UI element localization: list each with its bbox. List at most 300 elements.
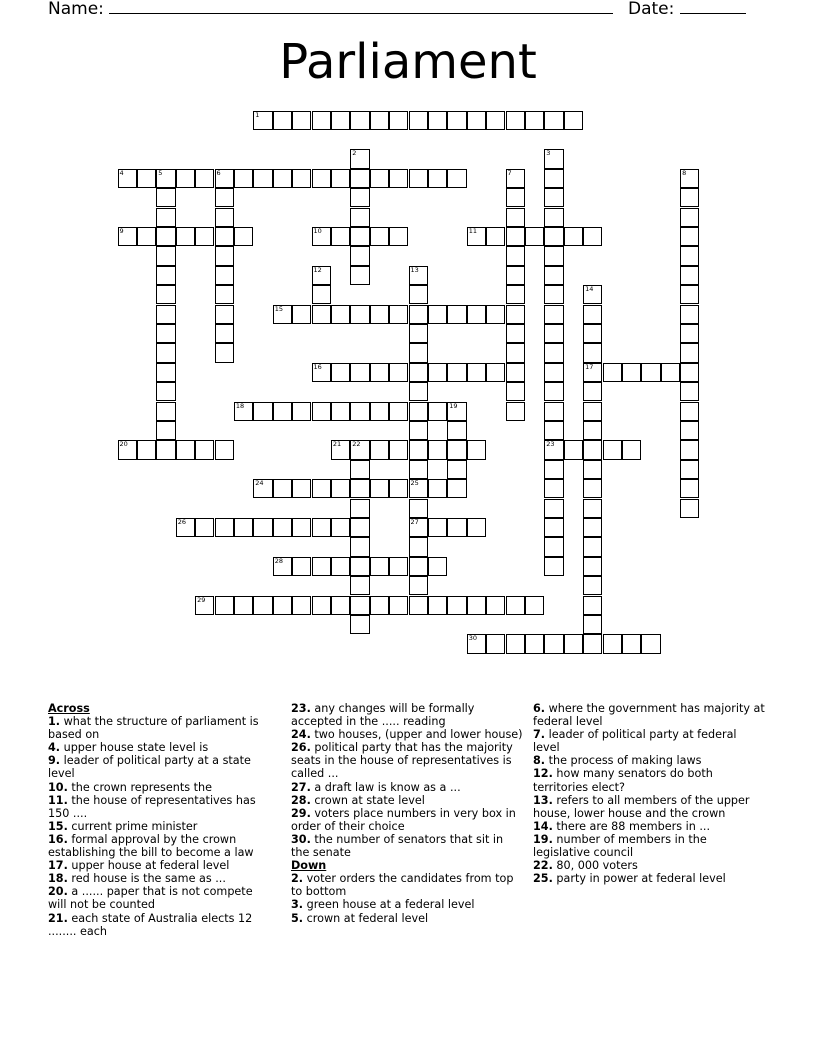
grid-cell[interactable] — [273, 305, 292, 324]
grid-cell[interactable] — [215, 285, 234, 304]
clue-text: voter orders the candidates from top to bottom — [291, 872, 514, 899]
grid-cell[interactable] — [680, 188, 699, 207]
grid-cell[interactable] — [583, 634, 602, 653]
grid-cell[interactable] — [273, 596, 292, 615]
grid-cell[interactable] — [389, 596, 408, 615]
grid-cell[interactable] — [564, 111, 583, 130]
grid-cell[interactable] — [253, 596, 272, 615]
grid-cell[interactable] — [506, 188, 525, 207]
grid-cell[interactable] — [544, 266, 563, 285]
grid-cell[interactable] — [253, 169, 272, 188]
grid-cell[interactable] — [331, 227, 350, 246]
grid-cell[interactable] — [273, 402, 292, 421]
clue-number: 29 — [197, 595, 206, 604]
grid-cell[interactable] — [544, 305, 563, 324]
grid-cell[interactable] — [544, 246, 563, 265]
clue-text: a ...... paper that is not compete will not be counted — [48, 885, 253, 912]
grid-cell[interactable] — [195, 518, 214, 537]
grid-cell[interactable] — [215, 440, 234, 459]
grid-cell[interactable] — [312, 227, 331, 246]
grid-cell[interactable] — [156, 227, 175, 246]
grid-cell[interactable] — [467, 634, 486, 653]
grid-cell[interactable] — [583, 324, 602, 343]
grid-cell[interactable] — [195, 169, 214, 188]
grid-cell[interactable] — [467, 111, 486, 130]
grid-cell[interactable] — [137, 227, 156, 246]
grid-cell[interactable] — [603, 634, 622, 653]
grid-cell[interactable] — [156, 402, 175, 421]
grid-cell[interactable] — [176, 227, 195, 246]
grid-cell[interactable] — [428, 518, 447, 537]
grid-cell[interactable] — [622, 634, 641, 653]
grid-cell[interactable] — [544, 402, 563, 421]
grid-cell[interactable] — [680, 169, 699, 188]
grid-cell[interactable] — [447, 518, 466, 537]
grid-cell[interactable] — [428, 305, 447, 324]
grid-cell[interactable] — [467, 596, 486, 615]
clue-number: 8 — [682, 168, 687, 177]
grid-cell[interactable] — [447, 421, 466, 440]
grid-cell[interactable] — [292, 479, 311, 498]
grid-cell[interactable] — [544, 634, 563, 653]
grid-cell[interactable] — [350, 266, 369, 285]
grid-cell[interactable] — [544, 421, 563, 440]
grid-cell[interactable] — [370, 111, 389, 130]
grid-cell[interactable] — [350, 537, 369, 556]
grid-cell[interactable] — [544, 343, 563, 362]
grid-cell[interactable] — [156, 382, 175, 401]
grid-cell[interactable] — [680, 460, 699, 479]
grid-cell[interactable] — [447, 479, 466, 498]
grid-cell[interactable] — [350, 615, 369, 634]
grid-cell[interactable] — [583, 305, 602, 324]
grid-cell[interactable] — [409, 285, 428, 304]
grid-cell[interactable] — [137, 169, 156, 188]
grid-cell[interactable] — [506, 266, 525, 285]
grid-cell[interactable] — [292, 596, 311, 615]
grid-cell[interactable] — [661, 363, 680, 382]
grid-cell[interactable] — [409, 557, 428, 576]
grid-cell[interactable] — [331, 111, 350, 130]
grid-cell[interactable] — [467, 305, 486, 324]
grid-cell[interactable] — [428, 402, 447, 421]
grid-cell[interactable] — [409, 305, 428, 324]
grid-cell[interactable] — [292, 169, 311, 188]
grid-cell[interactable] — [350, 246, 369, 265]
grid-cell[interactable] — [680, 402, 699, 421]
grid-cell[interactable] — [428, 363, 447, 382]
clue-number-label: 11. — [48, 793, 68, 807]
grid-cell[interactable] — [506, 324, 525, 343]
grid-cell[interactable] — [253, 402, 272, 421]
grid-cell[interactable] — [544, 440, 563, 459]
grid-cell[interactable] — [331, 305, 350, 324]
grid-cell[interactable] — [583, 499, 602, 518]
grid-cell[interactable] — [583, 615, 602, 634]
grid-cell[interactable] — [350, 402, 369, 421]
grid-cell[interactable] — [409, 596, 428, 615]
grid-cell[interactable] — [118, 227, 137, 246]
grid-cell[interactable] — [506, 208, 525, 227]
grid-cell[interactable] — [350, 479, 369, 498]
grid-cell[interactable] — [195, 596, 214, 615]
grid-cell[interactable] — [447, 169, 466, 188]
grid-cell[interactable] — [486, 596, 505, 615]
grid-cell[interactable] — [467, 440, 486, 459]
grid-cell[interactable] — [215, 169, 234, 188]
grid-cell[interactable] — [544, 363, 563, 382]
grid-cell[interactable] — [312, 363, 331, 382]
grid-cell[interactable] — [506, 363, 525, 382]
grid-cell[interactable] — [292, 557, 311, 576]
grid-cell[interactable] — [486, 363, 505, 382]
grid-cell[interactable] — [680, 305, 699, 324]
clue-text: formal approval by the crown establishing the bill to become a law — [48, 832, 254, 860]
grid-cell[interactable] — [350, 576, 369, 595]
grid-cell[interactable] — [350, 460, 369, 479]
grid-cell[interactable] — [583, 557, 602, 576]
grid-cell[interactable] — [312, 111, 331, 130]
grid-cell[interactable] — [350, 149, 369, 168]
grid-cell[interactable] — [389, 479, 408, 498]
grid-cell[interactable] — [215, 596, 234, 615]
grid-cell[interactable] — [680, 440, 699, 459]
grid-cell[interactable] — [486, 634, 505, 653]
grid-cell[interactable] — [544, 169, 563, 188]
grid-cell[interactable] — [583, 343, 602, 362]
grid-cell[interactable] — [215, 188, 234, 207]
grid-cell[interactable] — [409, 499, 428, 518]
grid-cell[interactable] — [428, 111, 447, 130]
grid-cell[interactable] — [370, 596, 389, 615]
grid-cell[interactable] — [273, 557, 292, 576]
grid-cell[interactable] — [603, 440, 622, 459]
grid-cell[interactable] — [680, 499, 699, 518]
grid-cell[interactable] — [583, 285, 602, 304]
grid-cell[interactable] — [525, 596, 544, 615]
grid-cell[interactable] — [680, 266, 699, 285]
clue-number-label: 14. — [533, 819, 553, 833]
grid-cell[interactable] — [312, 596, 331, 615]
grid-cell[interactable] — [331, 479, 350, 498]
grid-cell[interactable] — [234, 227, 253, 246]
grid-cell[interactable] — [506, 246, 525, 265]
grid-cell[interactable] — [544, 518, 563, 537]
grid-cell[interactable] — [447, 440, 466, 459]
grid-cell[interactable] — [583, 460, 602, 479]
grid-cell[interactable] — [467, 227, 486, 246]
grid-cell[interactable] — [215, 227, 234, 246]
grid-cell[interactable] — [428, 557, 447, 576]
grid-cell[interactable] — [622, 363, 641, 382]
grid-cell[interactable] — [312, 518, 331, 537]
grid-cell[interactable] — [544, 537, 563, 556]
grid-cell[interactable] — [680, 227, 699, 246]
grid-cell[interactable] — [680, 363, 699, 382]
grid-cell[interactable] — [331, 596, 350, 615]
grid-cell[interactable] — [234, 518, 253, 537]
grid-cell[interactable] — [215, 324, 234, 343]
grid-cell[interactable] — [350, 499, 369, 518]
grid-cell[interactable] — [564, 227, 583, 246]
grid-cell[interactable] — [370, 169, 389, 188]
grid-cell[interactable] — [389, 557, 408, 576]
grid-cell[interactable] — [350, 363, 369, 382]
grid-cell[interactable] — [583, 363, 602, 382]
grid-cell[interactable] — [506, 169, 525, 188]
grid-cell[interactable] — [409, 324, 428, 343]
grid-cell[interactable] — [506, 285, 525, 304]
grid-cell[interactable] — [350, 440, 369, 459]
grid-cell[interactable] — [350, 111, 369, 130]
grid-cell[interactable] — [544, 324, 563, 343]
grid-cell[interactable] — [234, 169, 253, 188]
grid-cell[interactable] — [331, 518, 350, 537]
grid-cell[interactable] — [409, 460, 428, 479]
grid-cell[interactable] — [350, 518, 369, 537]
grid-cell[interactable] — [467, 518, 486, 537]
grid-cell[interactable] — [292, 518, 311, 537]
grid-cell[interactable] — [680, 285, 699, 304]
grid-cell[interactable] — [583, 518, 602, 537]
grid-cell[interactable] — [156, 266, 175, 285]
grid-cell[interactable] — [156, 246, 175, 265]
grid-cell[interactable] — [370, 227, 389, 246]
grid-cell[interactable] — [544, 382, 563, 401]
grid-cell[interactable] — [544, 149, 563, 168]
grid-cell[interactable] — [506, 343, 525, 362]
grid-cell[interactable] — [409, 382, 428, 401]
grid-cell[interactable] — [544, 285, 563, 304]
grid-cell[interactable] — [544, 479, 563, 498]
grid-cell[interactable] — [525, 111, 544, 130]
grid-cell[interactable] — [544, 557, 563, 576]
grid-cell[interactable] — [350, 208, 369, 227]
grid-cell[interactable] — [389, 440, 408, 459]
grid-cell[interactable] — [389, 227, 408, 246]
grid-cell[interactable] — [156, 421, 175, 440]
grid-cell[interactable] — [156, 363, 175, 382]
clue-text: number of members in the legislative council — [533, 832, 707, 860]
grid-cell[interactable] — [680, 382, 699, 401]
grid-cell[interactable] — [486, 305, 505, 324]
grid-cell[interactable] — [215, 266, 234, 285]
grid-cell[interactable] — [544, 208, 563, 227]
grid-cell[interactable] — [409, 343, 428, 362]
grid-cell[interactable] — [370, 402, 389, 421]
grid-cell[interactable] — [156, 305, 175, 324]
grid-cell[interactable] — [583, 596, 602, 615]
grid-cell[interactable] — [350, 227, 369, 246]
grid-cell[interactable] — [428, 479, 447, 498]
grid-cell[interactable] — [350, 305, 369, 324]
grid-cell[interactable] — [118, 440, 137, 459]
grid-cell[interactable] — [137, 440, 156, 459]
clue-number-label: 26. — [291, 741, 311, 755]
grid-cell[interactable] — [525, 634, 544, 653]
grid-cell[interactable] — [253, 518, 272, 537]
grid-cell[interactable] — [680, 421, 699, 440]
grid-cell[interactable] — [156, 188, 175, 207]
grid-cell[interactable] — [409, 169, 428, 188]
grid-cell[interactable] — [156, 285, 175, 304]
grid-cell[interactable] — [234, 596, 253, 615]
grid-cell[interactable] — [176, 518, 195, 537]
grid-cell[interactable] — [583, 576, 602, 595]
grid-cell[interactable] — [544, 227, 563, 246]
grid-cell[interactable] — [370, 363, 389, 382]
grid-cell[interactable] — [215, 518, 234, 537]
grid-cell[interactable] — [506, 382, 525, 401]
grid-cell[interactable] — [156, 324, 175, 343]
grid-cell[interactable] — [583, 402, 602, 421]
grid-cell[interactable] — [215, 343, 234, 362]
grid-cell[interactable] — [583, 537, 602, 556]
grid-cell[interactable] — [370, 557, 389, 576]
grid-cell[interactable] — [253, 111, 272, 130]
grid-cell[interactable] — [312, 402, 331, 421]
grid-cell[interactable] — [680, 343, 699, 362]
grid-cell[interactable] — [641, 363, 660, 382]
grid-cell[interactable] — [409, 363, 428, 382]
clue-item — [48, 859, 273, 872]
grid-cell[interactable] — [370, 440, 389, 459]
grid-cell[interactable] — [331, 169, 350, 188]
grid-cell[interactable] — [409, 440, 428, 459]
grid-cell[interactable] — [312, 305, 331, 324]
grid-cell[interactable] — [409, 576, 428, 595]
grid-cell[interactable] — [350, 169, 369, 188]
grid-cell[interactable] — [195, 440, 214, 459]
grid-cell[interactable] — [506, 402, 525, 421]
grid-cell[interactable] — [331, 363, 350, 382]
grid-cell[interactable] — [273, 518, 292, 537]
grid-cell[interactable] — [428, 440, 447, 459]
grid-cell[interactable] — [312, 169, 331, 188]
grid-cell[interactable] — [506, 227, 525, 246]
grid-cell[interactable] — [253, 479, 272, 498]
grid-cell[interactable] — [273, 169, 292, 188]
grid-cell[interactable] — [467, 363, 486, 382]
clue-item — [291, 833, 523, 859]
grid-cell[interactable] — [215, 208, 234, 227]
grid-cell[interactable] — [506, 596, 525, 615]
grid-cell[interactable] — [583, 382, 602, 401]
grid-cell[interactable] — [273, 479, 292, 498]
grid-cell[interactable] — [525, 227, 544, 246]
grid-cell[interactable] — [350, 596, 369, 615]
clue-text: party in power at federal level — [552, 872, 726, 886]
grid-cell[interactable] — [312, 479, 331, 498]
grid-cell[interactable] — [447, 402, 466, 421]
grid-cell[interactable] — [409, 402, 428, 421]
grid-cell[interactable] — [156, 169, 175, 188]
grid-cell[interactable] — [544, 111, 563, 130]
grid-cell[interactable] — [680, 479, 699, 498]
grid-cell[interactable] — [156, 440, 175, 459]
grid-cell[interactable] — [544, 460, 563, 479]
grid-cell[interactable] — [176, 169, 195, 188]
clue-number: 10 — [313, 226, 322, 235]
grid-cell[interactable] — [409, 266, 428, 285]
grid-cell[interactable] — [312, 266, 331, 285]
grid-cell[interactable] — [312, 285, 331, 304]
grid-cell[interactable] — [447, 596, 466, 615]
grid-cell[interactable] — [544, 188, 563, 207]
grid-cell[interactable] — [583, 479, 602, 498]
grid-cell[interactable] — [447, 111, 466, 130]
grid-cell[interactable] — [409, 518, 428, 537]
grid-cell[interactable] — [215, 246, 234, 265]
grid-cell[interactable] — [389, 402, 408, 421]
grid-cell[interactable] — [292, 402, 311, 421]
grid-cell[interactable] — [273, 111, 292, 130]
grid-cell[interactable] — [350, 557, 369, 576]
grid-cell[interactable] — [506, 111, 525, 130]
grid-cell[interactable] — [389, 169, 408, 188]
grid-cell[interactable] — [409, 479, 428, 498]
grid-cell[interactable] — [447, 460, 466, 479]
grid-cell[interactable] — [583, 440, 602, 459]
grid-cell[interactable] — [486, 227, 505, 246]
clue-number: 20 — [119, 440, 128, 449]
grid-cell[interactable] — [409, 421, 428, 440]
grid-cell[interactable] — [389, 363, 408, 382]
grid-cell[interactable] — [409, 537, 428, 556]
grid-cell[interactable] — [156, 343, 175, 362]
grid-cell[interactable] — [195, 227, 214, 246]
grid-cell[interactable] — [564, 634, 583, 653]
grid-cell[interactable] — [176, 440, 195, 459]
grid-cell[interactable] — [350, 188, 369, 207]
grid-cell[interactable] — [234, 402, 253, 421]
grid-cell[interactable] — [118, 169, 137, 188]
clue-text: 80, 000 voters — [552, 859, 638, 873]
grid-cell[interactable] — [506, 634, 525, 653]
grid-cell[interactable] — [215, 305, 234, 324]
grid-cell[interactable] — [292, 111, 311, 130]
grid-cell[interactable] — [680, 208, 699, 227]
grid-cell[interactable] — [544, 499, 563, 518]
grid-cell[interactable] — [331, 440, 350, 459]
grid-cell[interactable] — [506, 305, 525, 324]
grid-cell[interactable] — [583, 421, 602, 440]
grid-cell[interactable] — [622, 440, 641, 459]
grid-cell[interactable] — [447, 363, 466, 382]
grid-cell[interactable] — [389, 111, 408, 130]
grid-cell[interactable] — [603, 363, 622, 382]
grid-cell[interactable] — [331, 557, 350, 576]
grid-cell[interactable] — [409, 111, 428, 130]
grid-cell[interactable] — [564, 440, 583, 459]
grid-cell[interactable] — [428, 169, 447, 188]
grid-cell[interactable] — [331, 402, 350, 421]
grid-cell[interactable] — [447, 305, 466, 324]
grid-cell[interactable] — [428, 596, 447, 615]
grid-cell[interactable] — [641, 634, 660, 653]
grid-cell[interactable] — [680, 324, 699, 343]
grid-cell[interactable] — [156, 208, 175, 227]
grid-cell[interactable] — [389, 305, 408, 324]
clue-text: each state of Australia elects 12 ........ each — [48, 911, 253, 938]
grid-cell[interactable] — [370, 479, 389, 498]
grid-cell[interactable] — [680, 246, 699, 265]
grid-cell[interactable] — [486, 111, 505, 130]
grid-cell[interactable] — [312, 557, 331, 576]
grid-cell[interactable] — [583, 227, 602, 246]
grid-cell[interactable] — [292, 305, 311, 324]
grid-cell[interactable] — [370, 305, 389, 324]
